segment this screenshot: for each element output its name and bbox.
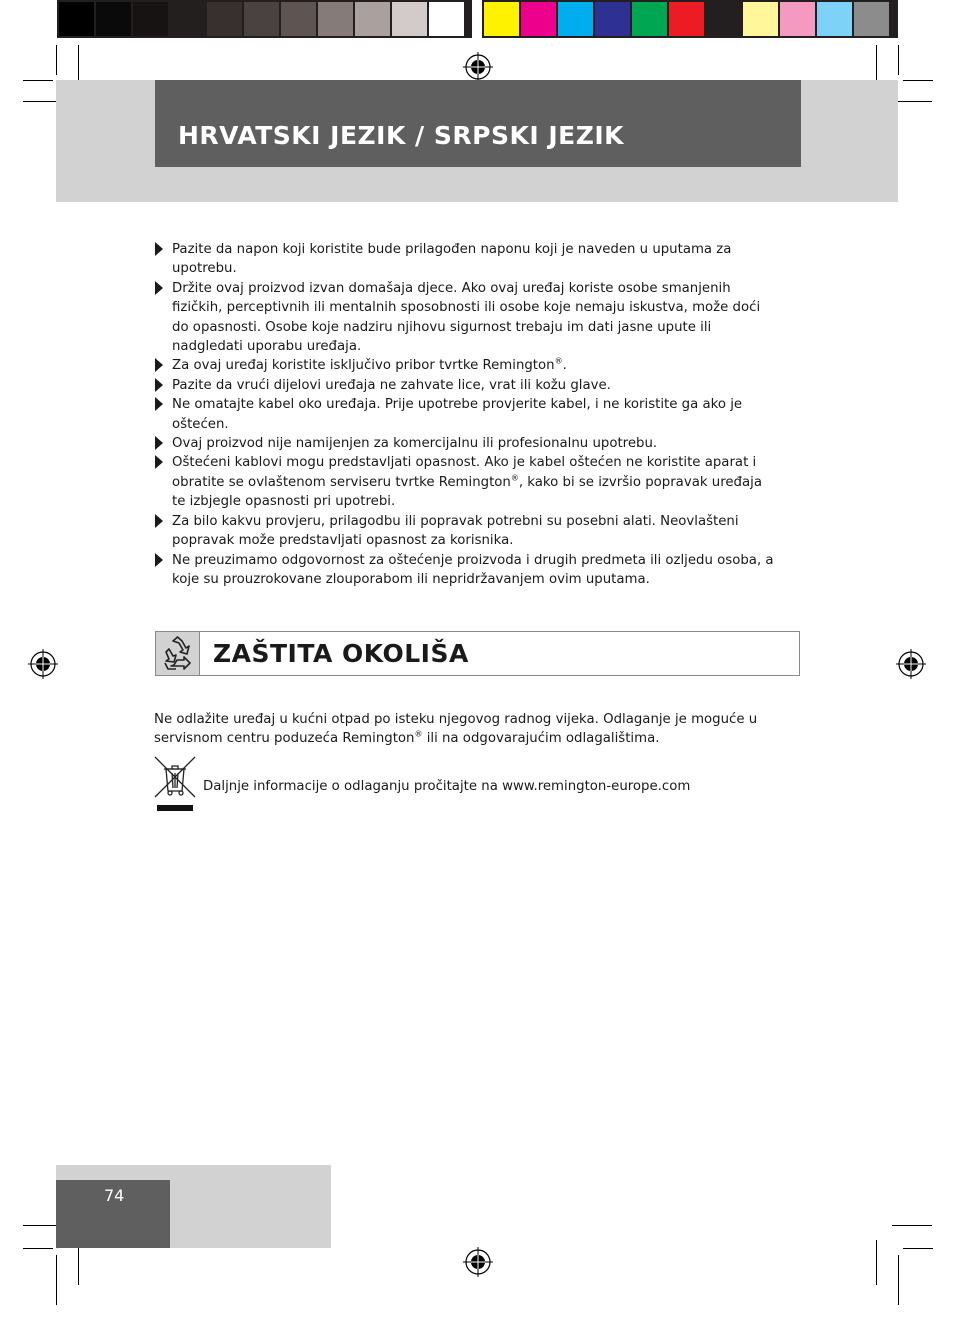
color-swatch (484, 2, 519, 36)
registration-mark-icon (896, 649, 926, 679)
color-swatch (706, 2, 741, 36)
disposal-info-link-text: Daljnje informacije o odlaganju pročitajte na www.remington-europe.com (203, 779, 691, 794)
crop-mark (876, 1240, 877, 1285)
page-number: 74 (104, 1186, 125, 1205)
triangle-bullet-icon (155, 242, 163, 256)
triangle-bullet-icon (155, 553, 163, 567)
list-item-text: Pazite da vrući dijelovi uređaja ne zahvate lice, vrat ili kožu glave. (172, 377, 611, 393)
color-swatch (854, 2, 889, 36)
color-swatch (244, 2, 279, 36)
color-swatch (632, 2, 667, 36)
crop-mark (898, 1255, 899, 1305)
section-title: ZAŠTITA OKOLIŠA (213, 639, 469, 668)
recycle-icon (156, 632, 199, 675)
color-swatch (318, 2, 353, 36)
triangle-bullet-icon (155, 397, 163, 411)
registration-mark-icon (463, 1247, 493, 1277)
triangle-bullet-icon (155, 281, 163, 295)
list-item (154, 395, 774, 434)
color-swatch (521, 2, 556, 36)
list-item (154, 240, 774, 279)
crop-mark (56, 45, 57, 75)
list-item-text: Ne preuzimamo odgovornost za oštećenje proizvoda i drugih predmeta ili ozljedu osoba, a koje su prouzrokovane zlouporabom ili nepridržavanjem ovim uputama. (172, 552, 774, 587)
environment-section-header (155, 631, 800, 676)
crop-mark (898, 45, 899, 75)
triangle-bullet-icon (155, 514, 163, 528)
list-item (154, 434, 774, 453)
list-item-text: Za bilo kakvu provjeru, prilagodbu ili popravak potrebni su posebni alati. Neovlašteni popravak može predstavljati opasnost za korisnika. (172, 513, 739, 549)
list-item-text: Pazite da napon koji koristite bude prilagođen naponu koji je naveden u uputama za upotrebu. (172, 242, 732, 277)
list-item-text: Oštećeni kablovi mogu predstavljati opasnost. Ako je kabel oštećen ne koristite aparat i obratite se ovlaštenom serviseru tvrtke Remington®, kako bi se izvršio popravak uređaja te izbjegle opasnosti pri upotrebi. (172, 455, 762, 510)
crop-mark (892, 1225, 932, 1226)
list-item-text: Za ovaj uređaj koristite isključivo pribor tvrtke Remington®. (172, 357, 567, 374)
triangle-bullet-icon (155, 378, 163, 392)
list-item-text: Držite ovaj proizvod izvan domašaja djece. Ako ovaj uređaj koriste osobe smanjenih fizičkih, perceptivnih ili mentalnih sposobnosti ili osobe koje nemaju iskustva, može doći do opasnosti. Osobe koje nadziru njihovu sigurnost trebaju im dati jasne upute ili nadgledati uporabu uređaja. (172, 280, 761, 355)
crop-mark (23, 1248, 53, 1249)
color-swatch (392, 2, 427, 36)
color-swatch (429, 2, 464, 36)
color-swatch (96, 2, 131, 36)
crop-mark (903, 80, 933, 81)
list-item (154, 356, 774, 375)
triangle-bullet-icon (155, 436, 163, 450)
crop-mark (23, 80, 53, 81)
color-swatch (207, 2, 242, 36)
list-item (154, 376, 774, 395)
color-calibration-bar-left (57, 0, 472, 38)
color-swatch (355, 2, 390, 36)
list-item (154, 453, 774, 511)
disposal-paragraph: Ne odlažite uređaj u kućni otpad po isteku njegovog radnog vijeka. Odlaganje je moguće u servisnom centru poduzeća Remington® ili na odgovarajućim odlagalištima. (154, 712, 758, 747)
crossed-out-bin-icon (153, 755, 199, 813)
color-swatch (669, 2, 704, 36)
color-swatch (817, 2, 852, 36)
color-swatch (281, 2, 316, 36)
color-calibration-bar-right (482, 0, 898, 38)
crop-mark (903, 1248, 933, 1249)
list-item-text: Ovaj proizvod nije namijenjen za komercijalnu ili profesionalnu upotrebu. (172, 436, 658, 452)
list-item (154, 512, 774, 551)
registration-mark-icon (28, 649, 58, 679)
list-item-text: Ne omatajte kabel oko uređaja. Prije upotrebe provjerite kabel, i ne koristite ga ako je oštećen. (172, 397, 743, 432)
list-item (154, 551, 774, 590)
crop-mark (56, 1255, 57, 1305)
list-item (154, 279, 774, 357)
recycle-icon-box (156, 632, 200, 675)
color-swatch (743, 2, 778, 36)
registration-mark-icon (463, 52, 493, 82)
page-title: HRVATSKI JEZIK / SRPSKI JEZIK (178, 121, 625, 150)
color-swatch (59, 2, 94, 36)
color-swatch (780, 2, 815, 36)
triangle-bullet-icon (155, 455, 163, 469)
color-swatch (558, 2, 593, 36)
color-swatch (133, 2, 168, 36)
triangle-bullet-icon (155, 358, 163, 372)
crop-mark (892, 101, 932, 102)
safety-warnings-list (154, 240, 774, 589)
color-swatch (595, 2, 630, 36)
color-swatch (170, 2, 205, 36)
